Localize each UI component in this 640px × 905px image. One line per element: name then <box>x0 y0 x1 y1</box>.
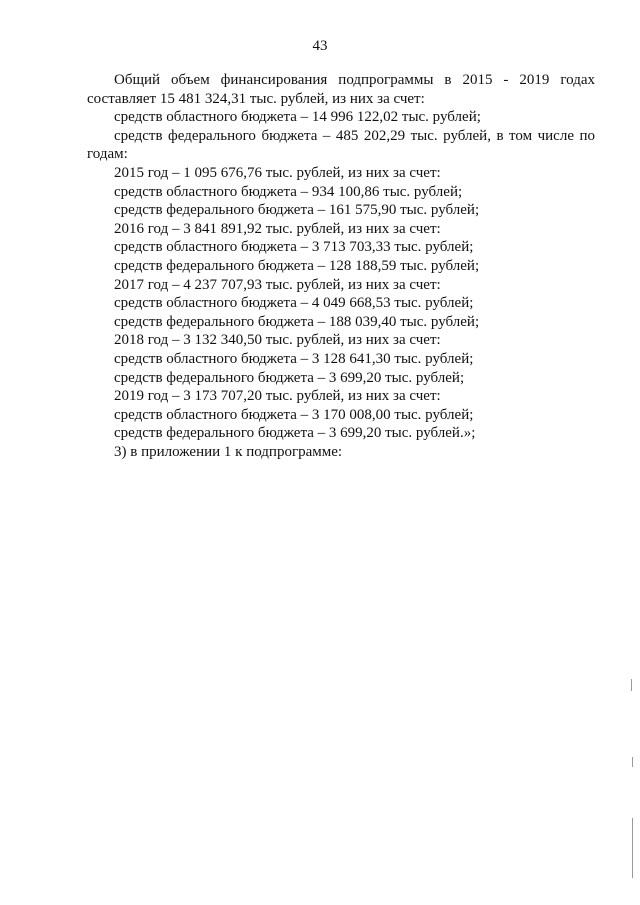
text-line: средств федерального бюджета – 128 188,59 тыс. рублей; <box>114 257 480 274</box>
text-line: 2016 год – 3 841 891,92 тыс. рублей, из них за счет: <box>114 220 441 237</box>
text-line: 2015 год – 1 095 676,76 тыс. рублей, из них за счет: <box>114 164 441 181</box>
text-line: средств областного бюджета – 4 049 668,53 тыс. рублей; <box>114 295 474 312</box>
text-line: средств областного бюджета – 934 100,86 тыс. рублей; <box>114 183 463 200</box>
text-line: 3) в приложении 1 к подпрограмме: <box>114 443 343 460</box>
paragraph-total-financing: Общий объем финансирования подпрограммы в 2015 - 2019 годах составляет 15 481 324,31 тыс. рублей, из них за счет: <box>87 72 595 107</box>
document-body <box>87 71 595 461</box>
text-line: средств областного бюджета – 3 128 641,30 тыс. рублей; <box>114 350 474 367</box>
scan-edge-mark <box>632 757 633 767</box>
text-line: средств областного бюджета – 3 170 008,00 тыс. рублей; <box>114 406 474 423</box>
paragraph-federal-budget: средств федерального бюджета – 485 202,29 тыс. рублей, в том числе по годам: <box>87 127 595 163</box>
text-line: средств областного бюджета – 3 713 703,33 тыс. рублей; <box>114 239 474 256</box>
text-line: средств федерального бюджета – 188 039,40 тыс. рублей; <box>114 313 480 330</box>
scan-edge-mark <box>632 818 633 878</box>
text-line: 2019 год – 3 173 707,20 тыс. рублей, из них за счет: <box>114 388 441 405</box>
text-line: средств федерального бюджета – 3 699,20 тыс. рублей; <box>114 369 465 386</box>
text-line: 2018 год – 3 132 340,50 тыс. рублей, из них за счет: <box>114 332 441 349</box>
text-line: средств федерального бюджета – 3 699,20 тыс. рублей.»; <box>114 425 476 442</box>
text-line: 2017 год – 4 237 707,93 тыс. рублей, из них за счет: <box>114 276 441 293</box>
page-number: 43 <box>312 38 328 54</box>
scan-edge-mark <box>631 679 632 691</box>
text-line: средств федерального бюджета – 161 575,90 тыс. рублей; <box>114 202 480 219</box>
paragraph-regional-budget: средств областного бюджета – 14 996 122,02 тыс. рублей; <box>114 109 481 126</box>
